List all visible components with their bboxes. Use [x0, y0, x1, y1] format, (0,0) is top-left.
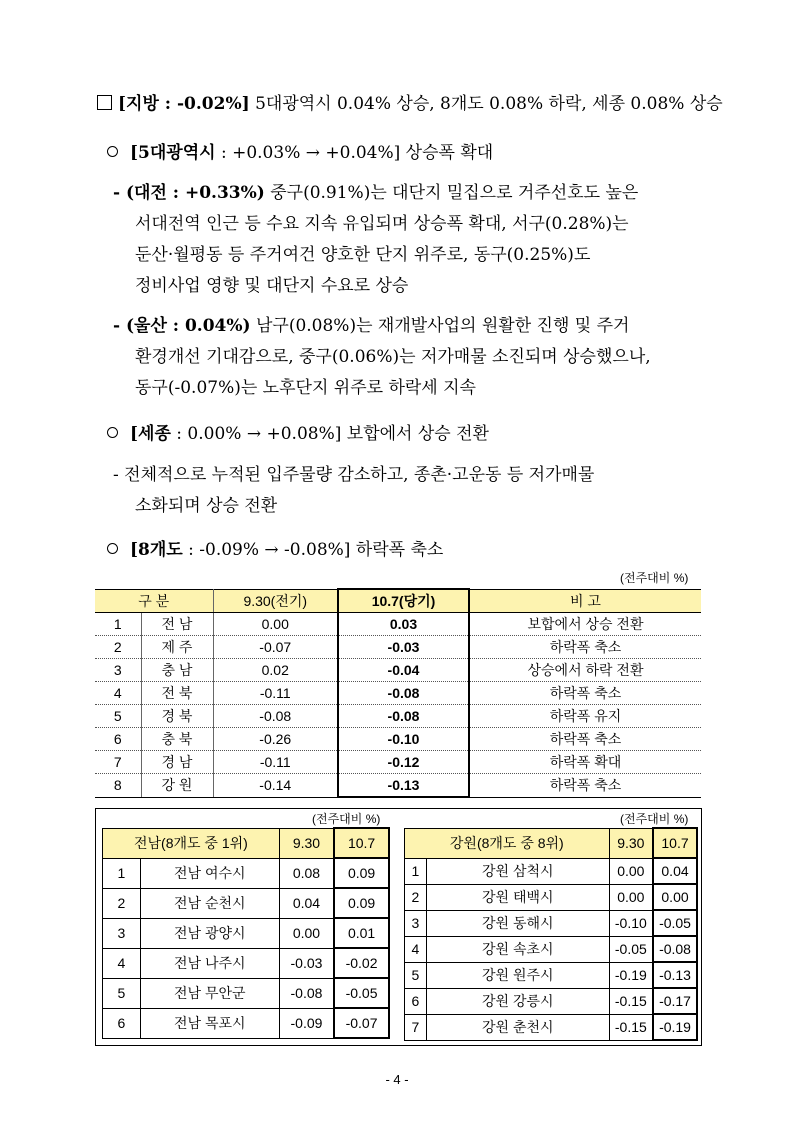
row-city: 강원 속초시 [426, 936, 609, 962]
row-region: 충 남 [141, 659, 213, 682]
row-current: -0.04 [338, 659, 469, 682]
row-current: -0.08 [653, 936, 697, 962]
sejong-line-1: - 전체적으로 누적된 입주물량 감소하고, 종촌·고운동 등 저가매물 [113, 465, 595, 485]
header-previous: 9.30(전기) [213, 589, 338, 613]
table-row [95, 613, 701, 636]
table-row [95, 636, 701, 659]
row-current: 0.00 [653, 884, 697, 910]
row-rank: 1 [95, 613, 141, 636]
row-rank: 1 [103, 858, 141, 888]
table-row [405, 884, 698, 910]
table-row [405, 1014, 698, 1040]
table-row [103, 858, 390, 888]
sejong-label: [세종 [130, 424, 171, 444]
row-note: 하락폭 확대 [469, 751, 701, 774]
row-rank: 2 [405, 884, 427, 910]
header-note: 비 고 [469, 589, 701, 613]
table-row [405, 936, 698, 962]
row-city: 전남 광양시 [140, 918, 279, 948]
row-note: 하락폭 축소 [469, 774, 701, 798]
daejeon-line-3: 둔산·월평동 등 주거여건 양호한 단지 위주로, 동구(0.25%)도 [135, 245, 591, 265]
table-row [95, 659, 701, 682]
sejong-heading [107, 421, 489, 447]
ulsan-line-1 [113, 313, 629, 339]
row-previous: 0.00 [279, 918, 334, 948]
row-previous: 0.04 [279, 888, 334, 918]
gangwon-header-title: 강원(8개도 중 8위) [405, 828, 610, 858]
jeonnam-header-prev: 9.30 [279, 828, 334, 858]
row-previous: -0.11 [213, 751, 338, 774]
row-region: 전 북 [141, 682, 213, 705]
row-region: 경 남 [141, 751, 213, 774]
ulsan-text: 남구(0.08%)는 재개발사업의 원활한 진행 및 주거 [250, 316, 630, 336]
row-current: -0.10 [338, 728, 469, 751]
row-rank: 8 [95, 774, 141, 798]
row-previous: 0.00 [609, 858, 653, 884]
sejong-line-2: 소화되며 상승 전환 [135, 496, 278, 516]
row-rank: 3 [405, 910, 427, 936]
row-previous: -0.10 [609, 910, 653, 936]
row-current: 0.09 [334, 858, 389, 888]
row-rank: 4 [405, 936, 427, 962]
metro-text: : +0.03% → +0.04%] 상승폭 확대 [215, 143, 494, 163]
heading-label: [지방 : -0.02%] [118, 94, 250, 114]
section-heading [97, 91, 723, 117]
row-region: 제 주 [141, 636, 213, 659]
row-current: -0.13 [338, 774, 469, 798]
circle-bullet-icon [107, 427, 118, 438]
row-city: 강원 동해시 [426, 910, 609, 936]
provinces-text: : -0.09% → -0.08%] 하락폭 축소 [182, 540, 444, 560]
jeonnam-header-cur: 10.7 [334, 828, 389, 858]
row-previous: 0.02 [213, 659, 338, 682]
row-city: 강원 원주시 [426, 962, 609, 988]
circle-bullet-icon [107, 146, 118, 157]
row-previous: -0.05 [609, 936, 653, 962]
row-region: 경 북 [141, 705, 213, 728]
table-row [95, 751, 701, 774]
row-current: 0.09 [334, 888, 389, 918]
row-note: 하락폭 축소 [469, 682, 701, 705]
ulsan-line-2: 환경개선 기대감으로, 중구(0.06%)는 저가매물 소진되며 상승했으나, [135, 347, 651, 367]
row-city: 강원 강릉시 [426, 988, 609, 1014]
jeonnam-table [102, 827, 390, 1039]
row-rank: 7 [405, 1014, 427, 1040]
circle-bullet-icon [107, 543, 118, 554]
row-current: -0.12 [338, 751, 469, 774]
row-previous: -0.03 [279, 948, 334, 978]
table-row [95, 774, 701, 798]
row-rank: 2 [103, 888, 141, 918]
table-row [103, 888, 390, 918]
row-rank: 3 [95, 659, 141, 682]
table-row [95, 682, 701, 705]
ulsan-line-3: 동구(-0.07%)는 노후단지 위주로 하락세 지속 [135, 378, 476, 398]
row-rank: 5 [103, 978, 141, 1008]
row-rank: 3 [103, 918, 141, 948]
provinces-table [95, 588, 701, 798]
row-previous: 0.00 [609, 884, 653, 910]
table-row [103, 948, 390, 978]
header-current: 10.7(당기) [338, 589, 469, 613]
row-current: -0.02 [334, 948, 389, 978]
row-current: -0.19 [653, 1014, 697, 1040]
row-rank: 6 [405, 988, 427, 1014]
sejong-text: : 0.00% → +0.08%] 보합에서 상승 전환 [170, 424, 489, 444]
daejeon-line-2: 서대전역 인근 등 수요 지속 유입되며 상승폭 확대, 서구(0.28%)는 [135, 214, 629, 234]
row-city: 강원 춘천시 [426, 1014, 609, 1040]
row-region: 충 북 [141, 728, 213, 751]
row-current: -0.03 [338, 636, 469, 659]
row-current: -0.13 [653, 962, 697, 988]
table-row [405, 858, 698, 884]
jeonnam-header-title: 전남(8개도 중 1위) [103, 828, 280, 858]
row-region: 강 원 [141, 774, 213, 798]
row-current: -0.08 [338, 705, 469, 728]
table-row [103, 978, 390, 1008]
row-previous: -0.08 [213, 705, 338, 728]
table-row [405, 988, 698, 1014]
row-note: 하락폭 유지 [469, 705, 701, 728]
row-previous: 0.08 [279, 858, 334, 888]
row-previous: -0.08 [279, 978, 334, 1008]
row-rank: 5 [95, 705, 141, 728]
main-table-unit: (전주대비 %) [620, 571, 689, 585]
row-city: 전남 나주시 [140, 948, 279, 978]
daejeon-line-4: 정비사업 영향 및 대단지 수요로 상승 [135, 276, 409, 296]
row-note: 하락폭 축소 [469, 728, 701, 751]
header-category: 구 분 [95, 589, 213, 613]
row-city: 전남 무안군 [140, 978, 279, 1008]
ulsan-label: - (울산 : 0.04%) [113, 316, 251, 336]
row-previous: -0.14 [213, 774, 338, 798]
row-rank: 6 [95, 728, 141, 751]
table-row [95, 728, 701, 751]
row-rank: 6 [103, 1008, 141, 1038]
row-previous: 0.00 [213, 613, 338, 636]
row-rank: 4 [103, 948, 141, 978]
page-number: - 4 - [385, 1072, 409, 1087]
row-previous: -0.11 [213, 682, 338, 705]
gangwon-header-prev: 9.30 [609, 828, 653, 858]
row-current: -0.05 [334, 978, 389, 1008]
table-row [103, 918, 390, 948]
row-current: 0.03 [338, 613, 469, 636]
gangwon-header-cur: 10.7 [653, 828, 697, 858]
gangwon-table [404, 827, 698, 1041]
table-row [405, 910, 698, 936]
table-row [95, 705, 701, 728]
row-city: 강원 태백시 [426, 884, 609, 910]
table-header-row [405, 828, 698, 858]
row-city: 전남 여수시 [140, 858, 279, 888]
provinces-label: [8개도 [130, 540, 183, 560]
daejeon-text: 중구(0.91%)는 대단지 밀집으로 거주선호도 높은 [264, 183, 639, 203]
metro-label: [5대광역시 [130, 143, 216, 163]
table-row [405, 962, 698, 988]
daejeon-label: - (대전 : +0.33%) [113, 183, 265, 203]
jeonnam-unit: (전주대비 %) [312, 812, 381, 826]
row-current: -0.07 [334, 1008, 389, 1038]
row-rank: 7 [95, 751, 141, 774]
row-previous: -0.15 [609, 988, 653, 1014]
row-current: -0.08 [338, 682, 469, 705]
table-header-row [95, 589, 701, 613]
row-previous: -0.15 [609, 1014, 653, 1040]
row-previous: -0.26 [213, 728, 338, 751]
heading-text: 5대광역시 0.04% 상승, 8개도 0.08% 하락, 세종 0.08% 상승 [249, 94, 723, 114]
row-note: 보합에서 상승 전환 [469, 613, 701, 636]
provinces-heading [107, 537, 443, 563]
table-header-row [103, 828, 390, 858]
row-previous: -0.19 [609, 962, 653, 988]
row-previous: -0.07 [213, 636, 338, 659]
metro-heading [107, 140, 493, 166]
row-city: 강원 삼척시 [426, 858, 609, 884]
row-city: 전남 목포시 [140, 1008, 279, 1038]
row-rank: 4 [95, 682, 141, 705]
row-note: 상승에서 하락 전환 [469, 659, 701, 682]
row-rank: 2 [95, 636, 141, 659]
daejeon-line-1 [113, 180, 638, 206]
row-current: 0.01 [334, 918, 389, 948]
row-note: 하락폭 축소 [469, 636, 701, 659]
row-previous: -0.09 [279, 1008, 334, 1038]
gangwon-unit: (전주대비 %) [620, 812, 689, 826]
row-rank: 1 [405, 858, 427, 884]
table-row [103, 1008, 390, 1038]
row-rank: 5 [405, 962, 427, 988]
row-current: -0.05 [653, 910, 697, 936]
row-current: -0.17 [653, 988, 697, 1014]
row-region: 전 남 [141, 613, 213, 636]
checkbox-square-icon [97, 95, 112, 110]
row-city: 전남 순천시 [140, 888, 279, 918]
row-current: 0.04 [653, 858, 697, 884]
